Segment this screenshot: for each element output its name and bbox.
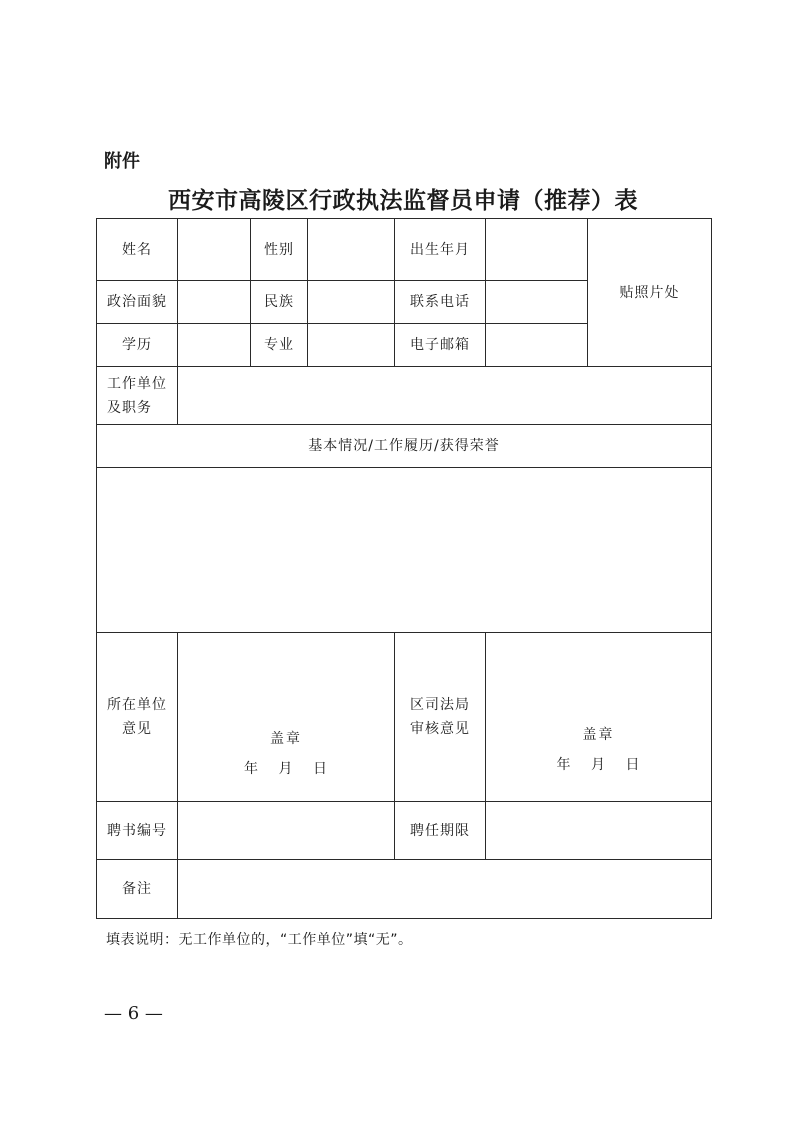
major-field[interactable] bbox=[308, 324, 395, 367]
unit-opinion-line1: 所在单位 bbox=[107, 697, 167, 713]
education-field[interactable] bbox=[178, 324, 251, 367]
phone-field[interactable] bbox=[486, 281, 588, 324]
unit-opinion-line2: 意见 bbox=[122, 721, 152, 737]
political-field[interactable] bbox=[178, 281, 251, 324]
workplace-label-line1: 工作单位 bbox=[107, 375, 167, 392]
cert-no-field[interactable] bbox=[178, 802, 395, 860]
form-title: 西安市高陵区行政执法监督员申请（推荐）表 bbox=[168, 187, 638, 214]
unit-opinion-label bbox=[97, 633, 178, 802]
phone-label: 联系电话 bbox=[395, 281, 486, 324]
basic-info-field[interactable] bbox=[97, 468, 712, 633]
photo-area[interactable]: 贴照片处 bbox=[588, 219, 712, 367]
education-label: 学历 bbox=[97, 324, 178, 367]
workplace-label bbox=[97, 367, 178, 425]
major-label: 专业 bbox=[251, 324, 308, 367]
name-label: 姓名 bbox=[97, 219, 178, 281]
email-field[interactable] bbox=[486, 324, 588, 367]
email-label: 电子邮箱 bbox=[395, 324, 486, 367]
footnote: 填表说明：无工作单位的，“工作单位”填“无”。 bbox=[106, 932, 413, 948]
application-form-table bbox=[96, 218, 712, 919]
gender-label: 性别 bbox=[251, 219, 308, 281]
term-field[interactable] bbox=[486, 802, 712, 860]
term-label: 聘任期限 bbox=[395, 802, 486, 860]
workplace-field[interactable] bbox=[178, 367, 712, 425]
gender-field[interactable] bbox=[308, 219, 395, 281]
political-label: 政治面貌 bbox=[97, 281, 178, 324]
birth-field[interactable] bbox=[486, 219, 588, 281]
unit-date-label: 年 月 日 bbox=[244, 761, 328, 777]
cert-no-label: 聘书编号 bbox=[97, 802, 178, 860]
bureau-opinion-label bbox=[395, 633, 486, 802]
page-number: — 6 — bbox=[104, 1003, 163, 1024]
basic-info-label: 基本情况/工作履历/获得荣誉 bbox=[97, 425, 712, 468]
bureau-opinion-field[interactable] bbox=[486, 633, 712, 802]
ethnicity-field[interactable] bbox=[308, 281, 395, 324]
attachment-label: 附件 bbox=[104, 151, 140, 172]
unit-stamp-label: 盖章 bbox=[270, 731, 302, 747]
remarks-label: 备注 bbox=[97, 860, 178, 919]
birth-label: 出生年月 bbox=[395, 219, 486, 281]
remarks-field[interactable] bbox=[178, 860, 712, 919]
ethnicity-label: 民族 bbox=[251, 281, 308, 324]
bureau-opinion-line1: 区司法局 bbox=[410, 697, 470, 713]
unit-opinion-field[interactable] bbox=[178, 633, 395, 802]
bureau-stamp-label: 盖章 bbox=[582, 727, 615, 743]
bureau-opinion-line2: 审核意见 bbox=[410, 721, 470, 737]
workplace-label-line2: 及职务 bbox=[107, 399, 152, 416]
bureau-date-label: 年 月 日 bbox=[556, 757, 641, 773]
name-field[interactable] bbox=[178, 219, 251, 281]
